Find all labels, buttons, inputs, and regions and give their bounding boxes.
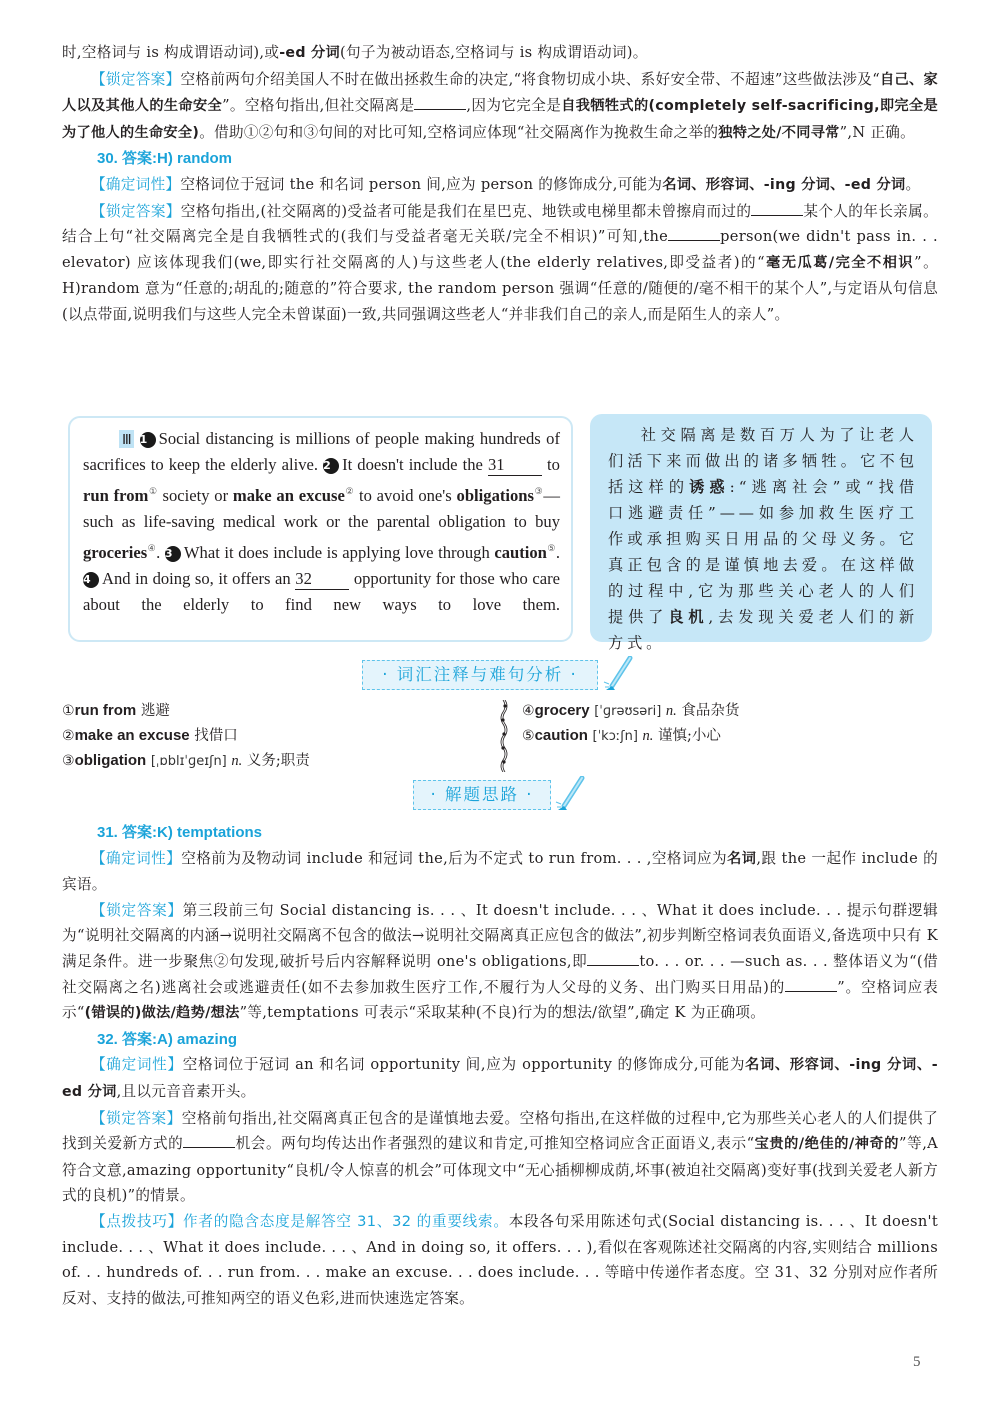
text-span: 社交隔离是数百万人为了让老人们活下来而做出的诸多牺牲。它不包括这样的: [608, 426, 918, 496]
q32-determine-pos: [62, 1052, 938, 1105]
answer-blank: [668, 227, 720, 241]
sentence-number-icon: 2: [323, 458, 339, 474]
lock-answer-tag: 【锁定答案】: [91, 1109, 182, 1127]
tips-tag: 【点拨技巧】: [91, 1212, 184, 1230]
sentence-text: opportunity for those who care about the elderly to find new ways to love them.: [83, 569, 560, 614]
lock-answer-tag: 【锁定答案】: [91, 70, 181, 88]
solution-explanations: [62, 820, 938, 1311]
vocab-item: [62, 723, 310, 748]
text-span: 空格前为及物动词 include 和冠词 the,后为不定式 to run from. . . ,空格词应为: [181, 849, 728, 867]
text-span: 机会。两句均传达出作者强烈的建议和肯定,可推知空格词应含正面语义,表示“: [235, 1135, 755, 1153]
english-passage-box: [68, 416, 573, 642]
pen-icon: [554, 776, 588, 814]
vocab-item: [522, 723, 739, 748]
footnote-marker: ④: [147, 543, 157, 553]
lock-answer-tag: 【锁定答案】: [91, 202, 181, 220]
vocab-word: caution: [534, 727, 588, 744]
emphasis-text: 自我牺牲式的(completely self-sacrificing,即完全是为了他人的生命安全): [62, 98, 938, 141]
text-span: ,跟 the 一起作 include 的宾语。: [62, 849, 938, 894]
answer-blank: [751, 202, 803, 216]
text-span: 空格句指出,(社交隔离的)受益者可能是我们在星巴克、地铁或电梯里都未曾擦肩而过的: [180, 202, 752, 220]
text-span: ”等,A 符合文意,amazing opportunity“良机/令人惊喜的机会”可体现文中“无心插柳柳成荫,坏事(被迫社交隔离)变好事(找到关爱老人新方式的良机)”的情景。: [62, 1135, 939, 1205]
vocab-phonetic: [ˈɡrəʊsəri]: [594, 704, 662, 719]
answer-blank: [414, 96, 466, 110]
chinese-translation-text: [608, 422, 918, 656]
vocab-number: ④: [522, 703, 535, 719]
vocab-term: run from: [83, 486, 149, 505]
emphasis-text: 自己、家人以及其他人的生命安全: [62, 71, 938, 115]
lock-answer-tag: 【锁定答案】: [91, 901, 183, 919]
text-span: 本段各句采用陈述句式(Social distancing is. . . 、It doesn't include. . . 、What it does include. . . 、And in doing so, it offers. . . ),看似在客观陈述社交隔离的内容,实则结合 millions of. . . hundreds of. . . run from. . . make an excuse. . . does include. . . 等暗中传递作者态度。空 31、32 分别对应作者所反对、支持的做法,可推知两空的语义色彩,进而快速选定答案。: [62, 1212, 938, 1307]
text-span: 。借助①②句和③句间的对比可知,空格词应体现“社交隔离作为挽救生命之举的: [199, 123, 719, 141]
text-span: 某个人的年长亲属。结合上句“社交隔离完全是自我牺牲式的(我们与受益者毫无关联/完全不相识)”可知,the: [62, 202, 939, 246]
answer-blank: [587, 952, 639, 966]
tips-highlight: 作者的隐含态度是解答空 31、32 的重要线索。: [183, 1212, 509, 1230]
sentence-text: to avoid one's: [358, 486, 452, 505]
vocab-number: ③: [62, 753, 75, 769]
q32-answer-heading: 32. 答案:A) amazing: [97, 1030, 238, 1048]
text-span: :“逃离社会”或“找借口逃避责任”——如参加救生医疗工作或承担购买日用品的父母义务。它真正包含的是谨慎地去爱。在这样做的过程中,它为那些关心老人的人们提供了: [608, 478, 918, 626]
pen-icon: [602, 656, 636, 694]
vocab-term: obligations: [456, 486, 534, 505]
text-span: 时,空格词与 is 构成谓语动词),或: [62, 44, 280, 61]
passage-section: [68, 416, 932, 652]
emphasis-text: 独特之处/不同寻常: [718, 124, 840, 141]
q31-answer-heading: 31. 答案:K) temptations: [97, 824, 263, 841]
answer-blank: [785, 978, 837, 992]
sentence-text: What it does include is applying love through: [183, 543, 490, 562]
vocab-item: [522, 698, 739, 723]
vocab-term: make an excuse: [232, 486, 345, 505]
emphasis-text: 名词、形容词、-ing 分词、-ed 分词: [662, 176, 906, 193]
english-passage-text: Ⅲ 1 Social distancing is millions of people making hundreds of sacrifices to keep the elderly alive. 2 It doesn't include the 31 to run from① society or make an excuse② to avoid one's obligations③—such as life-saving medical work or the parental obligation to buy groceries④. 3 What it does include is applying love through caution⑤. 4 And in doing so, it offers an 32 opportunity for those who care about the elderly to find new ways to love them.: [83, 429, 561, 614]
top-explanations: [62, 40, 938, 328]
vocab-column-left: [62, 698, 310, 773]
text-span: 空格前句指出,社交隔离真正包含的是谨慎地去爱。空格句指出,在这样做的过程中,它为那些关心老人的人们提供了找到关爱新方式的: [62, 1109, 938, 1153]
vocab-list: [62, 698, 942, 778]
sentence-text: It doesn't include the: [342, 455, 483, 474]
text-span: 空格词位于冠词 an 和名词 opportunity 间,应为 opportunity 的修饰成分,可能为: [182, 1056, 746, 1074]
blank-32: 32: [295, 569, 349, 590]
footnote-marker: ⑤: [546, 543, 556, 553]
vocab-word: make an excuse: [74, 727, 190, 744]
chinese-translation-box: [590, 414, 932, 652]
emphasis-text: 宝贵的/绝佳的/神奇的: [754, 1136, 900, 1153]
q29-lock-answer: [62, 67, 938, 147]
footnote-marker: ②: [344, 486, 355, 496]
blank-31: 31: [488, 455, 542, 476]
vocab-number: ⑤: [522, 728, 535, 744]
vocab-pos: n.: [642, 728, 654, 744]
q31-lock-answer: [62, 898, 938, 1027]
text-span: ”等,temptations 可表示“采取某种(不良)行为的想法/欲望”,确定 K 为正确项。: [239, 1004, 766, 1022]
text-span: ,且以元音音素开头。: [116, 1082, 256, 1100]
vocab-number: ②: [62, 728, 75, 744]
vocab-word: grocery: [534, 702, 590, 719]
text-span: 空格前两句介绍美国人不时在做出拯救生命的决定,“将食物切成小块、系好安全带、不超速”这些做法涉及“: [180, 70, 880, 88]
vocab-word: obligation: [74, 752, 147, 769]
text-span: 。: [905, 175, 921, 193]
sentence-text: society or: [162, 486, 229, 505]
q31-determine-pos: [62, 846, 938, 898]
solve-section-banner: · 解题思路 ·: [413, 780, 551, 810]
q32-lock-answer: [62, 1106, 938, 1209]
vocab-item: [62, 698, 310, 723]
emphasis-text: 良机: [668, 608, 709, 626]
text-span: 空格词位于冠词 the 和名词 person 间,应为 person 的修饰成分,可能为: [180, 175, 663, 193]
text-span: ”。H)random 意为“任意的;胡乱的;随意的”符合要求, the random person 强调“任意的/随便的/毫不相干的某个人”,与定语从句信息(以点带面,说明我们与这些人完全未曾谋面)一致,共同强调这些老人“并非我们自己的亲人,而是陌生人的亲人”。: [62, 253, 938, 323]
text-span: (句子为被动语态,空格词与 is 构成谓语动词)。: [340, 44, 648, 61]
text-span: to. . . or. . . —such as. . . 整体语义为“(借社交隔离之名)逃离社会或逃避责任(如不去参加救生医疗工作,不履行为人父母的义务、出门购买日用品)的: [62, 952, 939, 996]
sentence-number-icon: 1: [140, 432, 156, 448]
vocab-item: [62, 748, 310, 773]
q30-lock-answer: [62, 199, 938, 328]
text-span: person(we didn't pass in. . . elevator) 应该体现我们(we,即实行社交隔离的人)与这些老人(the elderly relatives,即受益者)的“: [62, 228, 938, 271]
sentence-number-icon: 4: [83, 572, 99, 588]
sentence-text: And in doing so, it offers an: [102, 569, 291, 588]
vocab-phonetic: [ˈkɔːʃn]: [592, 729, 638, 744]
vocab-section-banner: · 词汇注释与难句分析 ·: [362, 660, 598, 690]
footnote-marker: ③: [534, 486, 544, 496]
vocab-meaning: 食品杂货: [681, 703, 740, 719]
vocab-meaning: 义务;职责: [246, 753, 310, 769]
vocab-column-right: [522, 698, 739, 748]
vocab-word: run from: [74, 702, 137, 719]
text-span: ”,N 正确。: [839, 123, 916, 141]
emphasis-text: 名词: [727, 850, 757, 867]
vocab-number: ①: [62, 703, 75, 719]
vocab-term: caution: [494, 543, 547, 562]
vocab-pos: n.: [231, 753, 243, 769]
emphasis-text: 诱惑: [689, 478, 730, 496]
sentence-number-icon: 3: [165, 546, 181, 562]
sentence-text: Social distancing is millions of people making hundreds of sacrifices to keep the elderly alive.: [83, 429, 560, 474]
wavy-divider-icon: [497, 700, 509, 772]
text-span: 第三段前三句 Social distancing is. . . 、It doesn't include. . . 、What it does include. . . 提示句群逻辑为“说明社交隔离的内涵→说明社交隔离不包含的做法→说明社交隔离真正应包含的做法”,初步判断空格词表负面语义,备选项中只有 K 满足条件。进一步聚焦②句发现,破折号后内容解释说明 one's obligations,即: [62, 901, 938, 970]
sentence-text: —such as life-saving medical work or the parental obligation to buy: [83, 486, 560, 531]
determine-pos-tag: 【确定词性】: [91, 175, 181, 193]
emphasis-text: 名词、形容词、-ing 分词、-ed 分词: [62, 1057, 938, 1100]
text-span: ,去发现关爱老人们的新方式。: [608, 608, 918, 652]
vocab-meaning: 谨慎;小心: [657, 728, 721, 744]
emphasis-text: 毫无瓜葛/完全不相识: [764, 254, 915, 271]
emphasis-text: (错误的)做法/趋势/想法: [84, 1005, 240, 1022]
emphasis-text: -ed 分词: [279, 45, 341, 61]
q30-determine-pos: [62, 172, 938, 199]
answer-blank: [183, 1134, 235, 1148]
text-span: ”。空格句指出,但社交隔离是: [222, 97, 415, 115]
continuation-line: [62, 40, 938, 67]
page-number: 5: [913, 1354, 921, 1370]
sentence-text: to: [547, 455, 560, 474]
footnote-marker: ①: [148, 486, 158, 496]
vocab-meaning: 找借口: [194, 728, 238, 744]
vocab-meaning: 逃避: [140, 703, 170, 719]
paragraph-number: Ⅲ: [119, 430, 134, 448]
text-span: ,因为它完全是: [466, 97, 562, 115]
vocab-pos: n.: [665, 703, 677, 719]
tips-paragraph: [62, 1209, 938, 1311]
vocab-phonetic: [ˌɒblɪˈɡeɪʃn]: [150, 754, 227, 769]
q30-answer-heading: 30. 答案:H) random: [97, 150, 233, 168]
determine-pos-tag: 【确定词性】: [91, 849, 182, 867]
determine-pos-tag: 【确定词性】: [91, 1056, 183, 1074]
text-span: ”。空格词应表示“: [62, 978, 938, 1022]
vocab-term: groceries: [83, 543, 148, 562]
